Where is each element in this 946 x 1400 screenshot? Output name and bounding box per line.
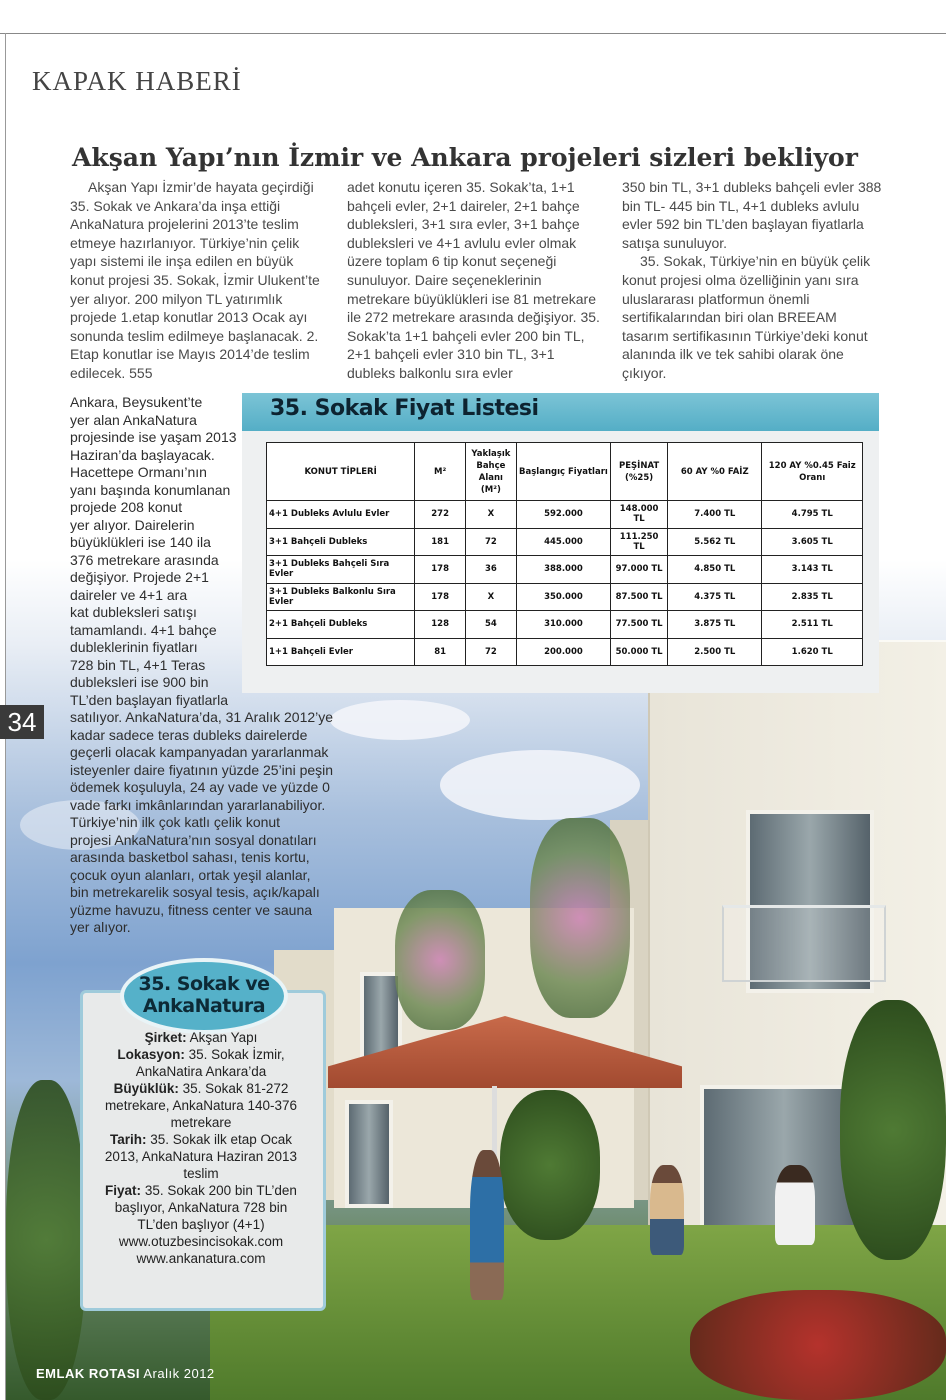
table-cell: 3.605 TL: [762, 528, 863, 556]
paragraph: adet konutu içeren 35. Sokak’ta, 1+1 bahçeli evler, 2+1 daireler, 2+1 bahçe dubleksleri, 3+1 sıra evler, 3+1 bahçe dubleksleri ve 4+1 avlulu evler olmak üzere toplam 6 tip konut seçeneği sunuluyor. Daire seçeneklerinin metrekare büyüklükleri ise 81 metrekare ile 272 metrekare arasında değişiyor. 35. Sokak’ta 1+1 bahçeli evler 200 bin TL, 2+1 bahçeli evler 310 bin TL, 3+1 dubleks balkonlu sıra evler: [347, 179, 600, 381]
section-label: KAPAK HABERİ: [32, 66, 242, 96]
table-cell: 388.000: [516, 556, 610, 584]
text-line: 728 bin TL, 4+1 Teras: [70, 656, 206, 673]
table-cell: 50.000 TL: [611, 638, 668, 666]
header-cell: 60 AY %0 FAİZ: [668, 443, 762, 501]
window-shape: [345, 1100, 393, 1208]
header-cell: Başlangıç Fiyatları: [516, 443, 610, 501]
table-cell: 2.835 TL: [762, 583, 863, 611]
table-cell: 77.500 TL: [611, 611, 668, 639]
table-row: [267, 528, 863, 556]
table-row: [267, 583, 863, 611]
table-cell: 3.143 TL: [762, 556, 863, 584]
text-column-3: [622, 178, 884, 383]
table-cell: 3+1 Bahçeli Dubleks: [267, 528, 415, 556]
table-cell: X: [466, 583, 517, 611]
text-line: kat dubleksleri satışı: [70, 604, 197, 620]
text-line: isteyenler daire fiyatının yüzde 25’ini peşin: [70, 761, 334, 778]
top-rule: [0, 33, 946, 34]
table-cell: 445.000: [516, 528, 610, 556]
price-list-title: 35. Sokak Fiyat Listesi: [270, 396, 539, 421]
info-value: 35. Sokak 200 bin TL’den başlıyor, AnkaNatura 728 bin TL’den başlıyor (4+1): [114, 1183, 297, 1232]
table-row: [267, 556, 863, 584]
info-label: Lokasyon:: [117, 1047, 185, 1062]
paragraph: 35. Sokak, Türkiye’nin en büyük çelik konut projesi olma özelliğinin yanı sıra uluslararası platformun önemli sertifikalarından biri olan BREEAM tasarım sertifikasının Türkiye’deki konut alanında ilk ve tek sahibi olarak öne çıkıyor.: [622, 253, 871, 381]
footer-issue: Aralık 2012: [143, 1366, 215, 1381]
price-list-title-bar: [242, 393, 879, 431]
text-line: yer alan AnkaNatura: [70, 411, 197, 428]
text-line: yanı başında konumlanan: [70, 481, 231, 498]
text-line: kadar sadece teras dubleks dairelerde: [70, 726, 308, 743]
person-shape: [650, 1165, 684, 1255]
table-cell: 310.000: [516, 611, 610, 639]
website-link[interactable]: www.ankanatura.com: [136, 1251, 266, 1266]
header-cell: 120 AY %0.45 Faiz Oranı: [762, 443, 863, 501]
info-label: Tarih:: [109, 1132, 147, 1147]
table-cell: 87.500 TL: [611, 583, 668, 611]
table-cell: 3.875 TL: [668, 611, 762, 639]
table-row: [267, 611, 863, 639]
headline: Akşan Yapı’nın İzmir ve Ankara projeleri sizleri bekliyor: [72, 143, 858, 172]
footer: [36, 1366, 215, 1381]
balcony-shape: [722, 905, 886, 982]
text-line: projesi AnkaNatura’nın sosyal donatıları: [70, 831, 317, 848]
table-cell: 592.000: [516, 501, 610, 529]
text-line: 376 metrekare arasında: [70, 551, 219, 568]
table-cell: 148.000 TL: [611, 501, 668, 529]
text-line: vade farkı imkânlarından yararlanabiliyor.: [70, 796, 326, 813]
info-box-title-badge: [120, 958, 288, 1034]
tree-shape: [6, 1080, 86, 1400]
table-cell: 54: [466, 611, 517, 639]
table-cell: 36: [466, 556, 517, 584]
table-cell: 178: [415, 556, 466, 584]
info-value: 35. Sokak 81-272 metrekare, AnkaNatura 140-376 metrekare: [104, 1081, 298, 1130]
text-line: büyüklükleri ise 140 ila: [70, 534, 211, 550]
table-body: [267, 501, 863, 666]
person-shape: [470, 1150, 504, 1300]
table-cell: 72: [466, 528, 517, 556]
website-link[interactable]: www.otuzbesincisokak.com: [118, 1234, 284, 1249]
text-line: projesinde ise yaşam 2013: [70, 429, 237, 445]
table-cell: 1.620 TL: [762, 638, 863, 666]
text-line: tamamlandı. 4+1 bahçe: [70, 621, 217, 638]
text-line: yüzme havuzu, fitness center ve sauna: [70, 901, 313, 918]
page-number: 34: [0, 705, 44, 739]
table-row: [267, 638, 863, 666]
table-cell: 2.500 TL: [668, 638, 762, 666]
text-line: dubleklerinin fiyatları: [70, 639, 198, 655]
tree-shape: [690, 1290, 946, 1400]
text-line: bin metrekarelik sosyal tesis, açık/kapalı: [70, 884, 320, 900]
text-line: daireler ve 4+1 ara: [70, 586, 188, 603]
person-shape: [775, 1165, 815, 1245]
paragraph: Akşan Yapı İzmir’de hayata geçirdiği 35. Sokak ve Ankara’da inşa ettiği AnkaNatura projelerini 2013’te teslim etmeye hazırlanıyor. Türkiye’nin çelik yapı sistemi ile inşa edilen en büyük konut projesi 35. Sokak, İzmir Ulukent’te yer alıyor. 200 milyon TL yatırımlık projede 1.etap konutlar 2013 Ocak ayı sonunda teslim edilmeye başlanacak. 2. Etap konutlar ise Mayıs 2014’de teslim edilecek. 555: [70, 179, 320, 381]
text-line: projede 208 konut: [70, 499, 183, 515]
flower-vine-shape: [530, 818, 630, 1018]
table-cell: 1+1 Bahçeli Evler: [267, 638, 415, 666]
text-line: Türkiye’nin ilk çok katlı çelik konut: [70, 814, 281, 830]
info-box-text: [96, 1029, 306, 1267]
table-cell: 7.400 TL: [668, 501, 762, 529]
body-text-2: [70, 394, 333, 937]
text-line: dubleksleri ise 900 bin: [70, 674, 209, 690]
cloud-shape: [330, 700, 470, 740]
info-label: Büyüklük:: [113, 1081, 179, 1096]
table-row: [267, 501, 863, 529]
table-cell: 3+1 Dubleks Balkonlu Sıra Evler: [267, 583, 415, 611]
info-fiyat: [96, 1182, 306, 1233]
text-line: Hacettepe Ormanı’nın: [70, 464, 207, 480]
table-cell: 5.562 TL: [668, 528, 762, 556]
text-line: satılıyor. AnkaNatura’da, 31 Aralık 2012’ye: [70, 709, 334, 725]
table-cell: 3+1 Dubleks Bahçeli Sıra Evler: [267, 556, 415, 584]
info-value: 35. Sokak ilk etap Ocak 2013, AnkaNatura Haziran 2013 teslim: [104, 1132, 298, 1181]
footer-brand: EMLAK ROTASI: [36, 1366, 140, 1381]
table-cell: 181: [415, 528, 466, 556]
text-line: çocuk oyun alanları, ortak yeşil alanlar,: [70, 866, 311, 883]
table-cell: 111.250 TL: [611, 528, 668, 556]
text-line: Haziran’da başlayacak.: [70, 446, 215, 463]
table-cell: 4.375 TL: [668, 583, 762, 611]
flower-vine-shape: [395, 890, 485, 1030]
info-value: 35. Sokak İzmir, AnkaNatira Ankara’da: [135, 1047, 285, 1079]
table-cell: 4.795 TL: [762, 501, 863, 529]
table-cell: 2+1 Bahçeli Dubleks: [267, 611, 415, 639]
text-column-1: [70, 178, 325, 383]
header-cell: Yaklaşık Bahçe Alanı (M²): [466, 443, 517, 501]
info-value: Akşan Yapı: [186, 1030, 258, 1045]
info-lokasyon: [96, 1046, 306, 1080]
tree-shape: [840, 1000, 946, 1260]
info-title-line-2: AnkaNatura: [142, 995, 266, 1017]
text-line: yer alıyor. Dairelerin: [70, 516, 195, 533]
text-line: TL’den başlayan fiyatlarla: [70, 691, 228, 708]
info-label: Şirket:: [144, 1030, 187, 1045]
table-cell: X: [466, 501, 517, 529]
paragraph: 350 bin TL, 3+1 dubleks bahçeli evler 388 bin TL- 445 bin TL, 4+1 dubleks avlulu evler 592 bin TL’den başlayan fiyatlarla satışa sunuluyor.: [622, 179, 882, 251]
table-cell: 2.511 TL: [762, 611, 863, 639]
cloud-shape: [440, 750, 640, 820]
table-cell: 72: [466, 638, 517, 666]
info-tarih: [96, 1131, 306, 1182]
price-table: [266, 442, 863, 666]
header-cell: KONUT TİPLERİ: [267, 443, 415, 501]
table-header-row: [267, 443, 863, 501]
text-line: geçerli olacak kampanyadan yararlanmak: [70, 744, 329, 760]
price-list-box: [242, 393, 879, 693]
info-sirket: [96, 1029, 306, 1046]
table-cell: 128: [415, 611, 466, 639]
header-cell: PEŞİNAT (%25): [611, 443, 668, 501]
info-buyukluk: [96, 1080, 306, 1131]
text-column-2: [347, 178, 605, 383]
header-cell: M²: [415, 443, 466, 501]
info-label: Fiyat:: [105, 1183, 142, 1198]
tree-shape: [500, 1090, 600, 1240]
table-cell: 4+1 Dubleks Avlulu Evler: [267, 501, 415, 529]
text-line: yer alıyor.: [70, 919, 131, 935]
table-cell: 200.000: [516, 638, 610, 666]
table-cell: 178: [415, 583, 466, 611]
text-line: arasında basketbol sahası, tenis kortu,: [70, 849, 310, 865]
text-line: Ankara, Beysukent’te: [70, 394, 203, 410]
table-cell: 350.000: [516, 583, 610, 611]
table-cell: 272: [415, 501, 466, 529]
text-line: değişiyor. Projede 2+1: [70, 569, 209, 585]
table-cell: 4.850 TL: [668, 556, 762, 584]
table-cell: 97.000 TL: [611, 556, 668, 584]
table-cell: 81: [415, 638, 466, 666]
text-line: ödemek koşuluyla, 24 ay vade ve yüzde 0: [70, 779, 330, 795]
info-title-line-1: 35. Sokak ve: [138, 973, 270, 995]
